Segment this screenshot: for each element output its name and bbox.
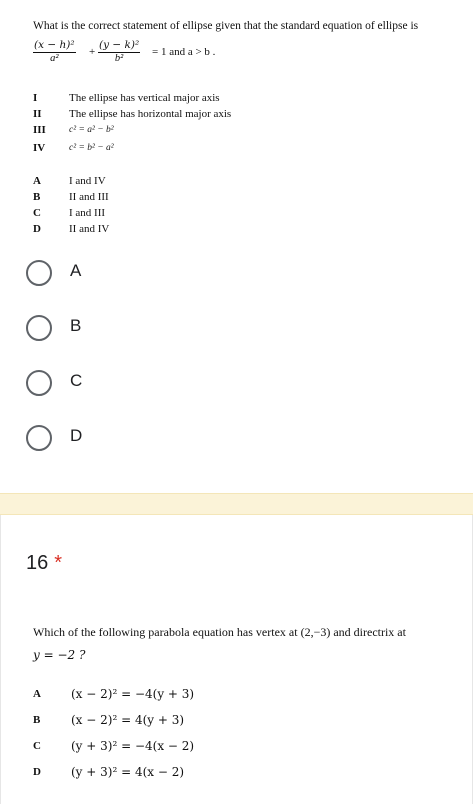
question-15-prompt: What is the correct statement of ellipse given that the standard equation of ellipse is: [33, 20, 419, 32]
card-divider: [0, 493, 473, 515]
option-text: II and IV: [69, 223, 110, 235]
statement-key: I: [33, 92, 38, 104]
statement-text: The ellipse has vertical major axis: [69, 92, 220, 104]
term1-numerator: (x − h)²: [34, 39, 75, 51]
radio-button[interactable]: [26, 260, 52, 286]
option-key: B: [33, 191, 41, 203]
option-key: D: [33, 766, 41, 778]
option-key: D: [33, 223, 41, 235]
term2-numerator: (y − k)²: [99, 39, 140, 51]
question-16-title: [26, 552, 62, 575]
statement-text: The ellipse has horizontal major axis: [69, 108, 232, 120]
option-equation: (x − 2)² = −4(y + 3): [71, 687, 195, 701]
statement-key: IV: [33, 142, 46, 154]
radio-label: C: [70, 371, 83, 390]
option-equation: (x − 2)² = 4(y + 3): [71, 713, 185, 727]
option-text: I and III: [69, 207, 106, 219]
equation-tail: = 1 and a > b .: [152, 46, 216, 58]
question-16-prompt-line2: y = −2 ?: [33, 648, 86, 662]
radio-button[interactable]: [26, 370, 52, 396]
radio-label: D: [70, 426, 83, 445]
option-key: C: [33, 207, 41, 219]
question-16-prompt-line1: Which of the following parabola equation has vertex at (2,−3) and directrix at: [33, 625, 406, 639]
radio-option-c[interactable]: [26, 370, 226, 396]
option-key: A: [33, 688, 41, 700]
option-equation: (y + 3)² = −4(x − 2): [71, 739, 195, 753]
statement-key: III: [33, 124, 46, 136]
equation-term1: [33, 39, 76, 65]
option-key: B: [33, 714, 41, 726]
statement-text: c² = b² − a²: [69, 143, 114, 153]
question-number: 16: [26, 552, 49, 574]
option-equation: (y + 3)² = 4(x − 2): [71, 765, 185, 779]
radio-option-b[interactable]: [26, 315, 226, 341]
radio-label: A: [70, 261, 82, 280]
radio-button[interactable]: [26, 315, 52, 341]
term1-denominator: a²: [50, 53, 59, 64]
option-text: I and IV: [69, 175, 106, 187]
equation-term2: [98, 39, 140, 65]
statement-text: c² = a² − b²: [69, 125, 114, 135]
radio-option-a[interactable]: [26, 260, 226, 286]
required-asterisk: *: [54, 552, 63, 574]
term2-denominator: b²: [114, 53, 124, 64]
option-key: C: [33, 740, 41, 752]
radio-label: B: [70, 316, 82, 335]
radio-option-d[interactable]: [26, 425, 226, 451]
equation-plus: +: [89, 46, 96, 58]
option-key: A: [33, 175, 41, 187]
option-text: II and III: [69, 191, 109, 203]
statement-key: II: [33, 108, 42, 120]
radio-button[interactable]: [26, 425, 52, 451]
